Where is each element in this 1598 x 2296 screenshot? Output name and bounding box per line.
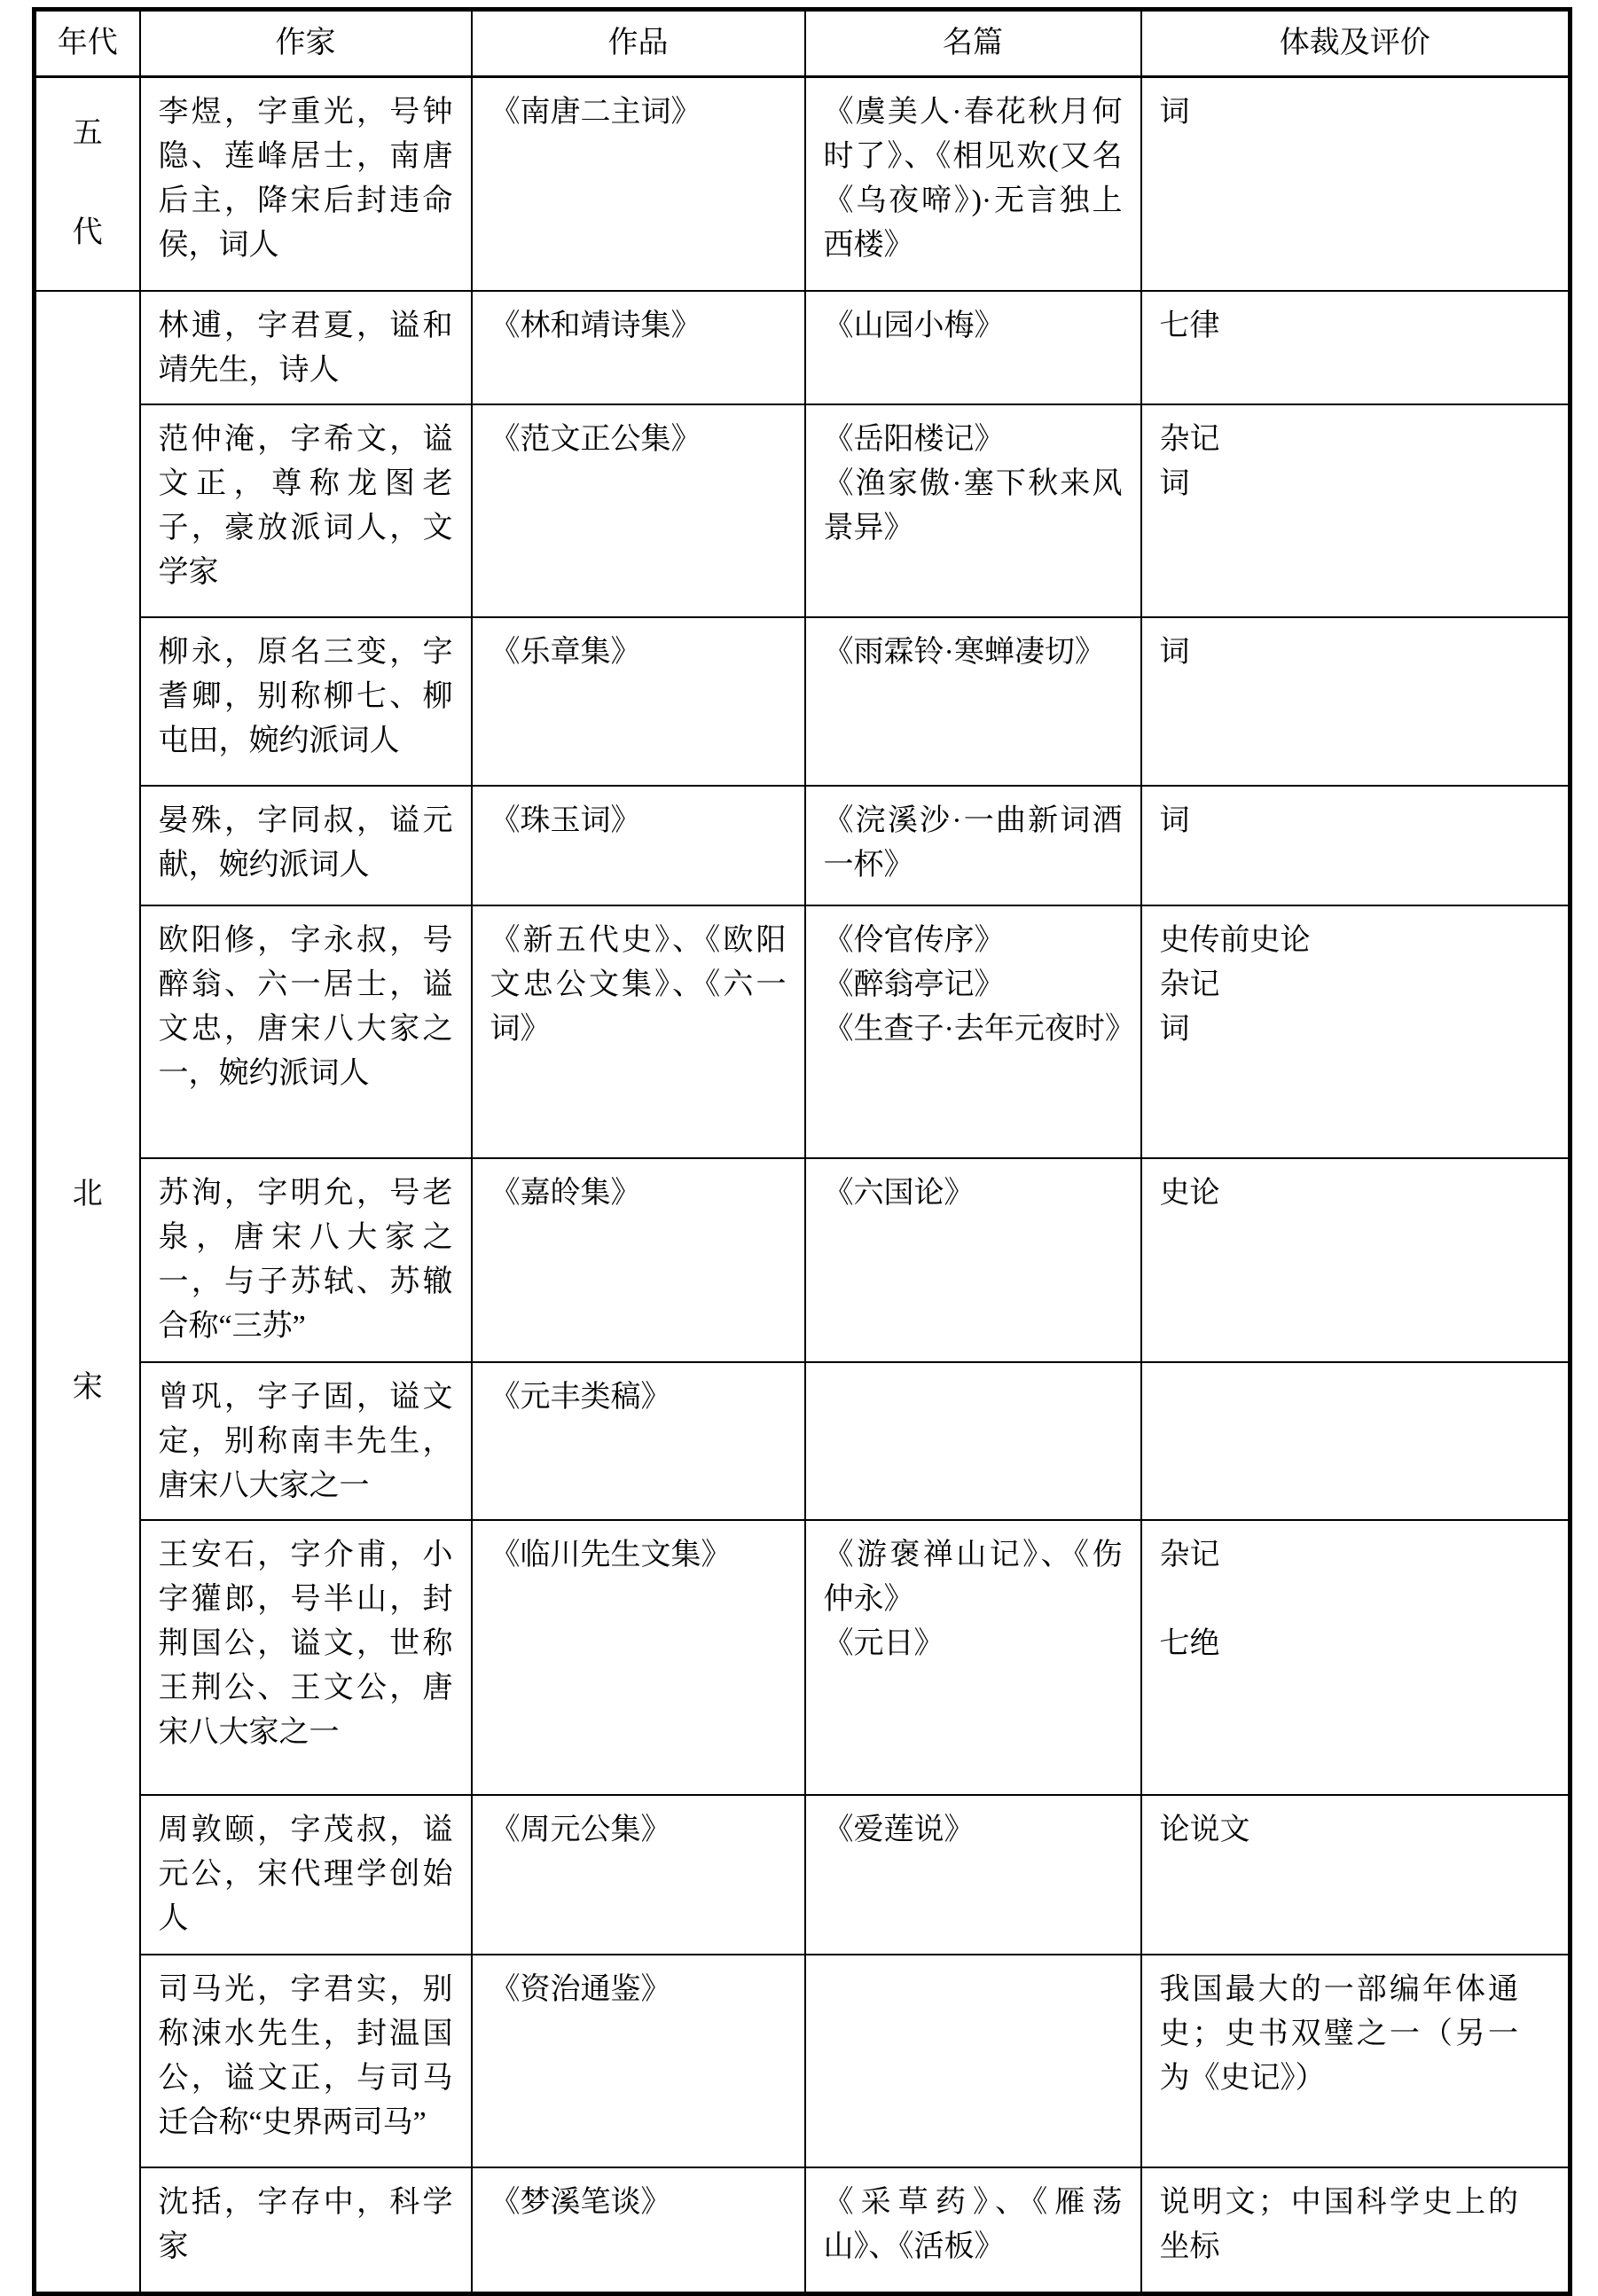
genre-text: 词 — [1159, 1012, 1190, 1046]
genre-text: 史论 — [1159, 1176, 1220, 1210]
work-title: 《珠玉词》 — [490, 803, 641, 837]
piece-title: 《采草药》、《雁荡山》、《活板》 — [823, 2185, 1123, 2263]
pieces-cell — [805, 786, 1141, 905]
works-cell — [472, 1362, 805, 1520]
author-text: 柳永，原名三变，字耆卿，别称柳七、柳屯田，婉约派词人 — [158, 635, 453, 757]
author-text: 王安石，字介甫，小字獾郎，号半山，封荆国公，谥文，世称王荆公、王文公，唐宋八大家之一 — [158, 1538, 453, 1749]
pieces-cell — [805, 1955, 1141, 2167]
table-row — [35, 905, 1571, 1158]
author-cell — [140, 77, 472, 291]
header-author: 作家 — [140, 10, 472, 77]
works-cell — [472, 1520, 805, 1795]
piece-title: 《雨霖铃·寒蝉凄切》 — [823, 635, 1105, 669]
table-row — [35, 1795, 1571, 1955]
genre-text: 杂记 — [1159, 422, 1220, 456]
genre-text: 词 — [1159, 96, 1190, 129]
work-title: 《周元公集》 — [490, 1813, 671, 1846]
pieces-cell — [805, 291, 1141, 404]
pieces-cell — [805, 77, 1141, 291]
table-row — [35, 404, 1571, 617]
genre-text: 词 — [1159, 466, 1190, 500]
genre-cell — [1141, 404, 1571, 617]
works-cell — [472, 2167, 805, 2294]
piece-title: 《山园小梅》 — [823, 309, 1005, 342]
genre-cell — [1141, 786, 1571, 905]
author-cell — [140, 786, 472, 905]
piece-title: 《游褒禅山记》、《伤仲永》 — [823, 1538, 1123, 1616]
genre-cell — [1141, 291, 1571, 404]
genre-text: 七绝 — [1159, 1626, 1220, 1660]
table-row — [35, 2167, 1571, 2294]
genre-text: 论说文 — [1159, 1813, 1250, 1846]
genre-cell — [1141, 905, 1571, 1158]
author-cell — [140, 1795, 472, 1955]
work-title: 《临川先生文集》 — [490, 1538, 732, 1571]
era-char: 五 — [72, 117, 103, 151]
genre-cell — [1141, 1362, 1571, 1520]
works-cell — [472, 77, 805, 291]
author-text: 李煜，字重光，号钟隐、莲峰居士，南唐后主，降宋后封违命侯，词人 — [158, 96, 453, 262]
author-cell — [140, 1955, 472, 2167]
works-cell — [472, 786, 805, 905]
author-text: 周敦颐，字茂叔，谥元公，宋代理学创始人 — [158, 1813, 453, 1935]
header-pieces: 名篇 — [805, 10, 1141, 77]
era-cell-beisong — [35, 291, 140, 2294]
author-cell — [140, 2167, 472, 2294]
table-row — [35, 1362, 1571, 1520]
literature-history-table — [32, 7, 1572, 2296]
pieces-cell — [805, 905, 1141, 1158]
author-text: 欧阳修，字永叔，号醉翁、六一居士，谥文忠，唐宋八大家之一，婉约派词人 — [158, 923, 453, 1090]
genre-text: 我国最大的一部编年体通史；史书双璧之一（另一为《史记》） — [1159, 1972, 1518, 2095]
genre-cell — [1141, 1795, 1571, 1955]
author-cell — [140, 1158, 472, 1362]
genre-text: 杂记 — [1159, 1538, 1220, 1571]
pieces-cell — [805, 1520, 1141, 1795]
genre-cell — [1141, 617, 1571, 786]
author-text: 沈括，字存中，科学家 — [158, 2185, 453, 2263]
header-genre-evaluation: 体裁及评价 — [1141, 10, 1571, 77]
work-title: 《嘉皊集》 — [490, 1176, 641, 1210]
author-cell — [140, 1520, 472, 1795]
piece-title: 《岳阳楼记》 — [823, 422, 1005, 456]
works-cell — [472, 1158, 805, 1362]
author-text: 司马光，字君实，别称涑水先生，封温国公，谥文正，与司马迁合称“史界两司马” — [158, 1972, 453, 2139]
genre-cell — [1141, 1520, 1571, 1795]
pieces-cell — [805, 1362, 1141, 1520]
pieces-cell — [805, 1795, 1141, 1955]
genre-text: 词 — [1159, 635, 1190, 669]
work-title: 《林和靖诗集》 — [490, 309, 701, 342]
piece-title: 《虞美人·春花秋月何时了》、《相见欢(又名《乌夜啼》)·无言独上西楼》 — [823, 96, 1123, 262]
author-cell — [140, 905, 472, 1158]
header-row — [35, 10, 1571, 77]
author-text: 曾巩，字子固，谥文定，别称南丰先生，唐宋八大家之一 — [158, 1380, 453, 1502]
pieces-cell — [805, 1158, 1141, 1362]
work-title: 《范文正公集》 — [490, 422, 701, 456]
genre-text: 史传前史论 — [1159, 923, 1311, 957]
genre-text — [1160, 1578, 1519, 1622]
header-works: 作品 — [472, 10, 805, 77]
piece-title: 《爱莲说》 — [823, 1813, 975, 1846]
table-row — [35, 77, 1571, 291]
works-cell — [472, 1795, 805, 1955]
author-text: 苏洵，字明允，号老泉，唐宋八大家之一，与子苏轼、苏辙合称“三苏” — [158, 1176, 453, 1343]
piece-title: 《醉翁亭记》 — [823, 968, 1005, 1001]
era-char: 北 — [72, 1178, 103, 1211]
author-text: 范仲淹，字希文，谥文正，尊称龙图老子，豪放派词人，文学家 — [158, 422, 453, 589]
era-char: 宋 — [72, 1371, 103, 1405]
author-text: 晏殊，字同叔，谥元献，婉约派词人 — [158, 803, 453, 882]
genre-cell — [1141, 1955, 1571, 2167]
works-cell — [472, 905, 805, 1158]
pieces-cell — [805, 2167, 1141, 2294]
piece-title: 《伶官传序》 — [823, 923, 1005, 957]
piece-title: 《浣溪沙·一曲新词酒一杯》 — [823, 803, 1123, 882]
era-label — [36, 112, 139, 255]
era-char: 代 — [72, 216, 103, 250]
table-row — [35, 1955, 1571, 2167]
piece-title: 《六国论》 — [823, 1176, 975, 1210]
works-cell — [472, 617, 805, 786]
table-row — [35, 291, 1571, 404]
author-cell — [140, 617, 472, 786]
works-cell — [472, 404, 805, 617]
genre-cell — [1141, 77, 1571, 291]
genre-text: 说明文；中国科学史上的坐标 — [1159, 2185, 1518, 2263]
author-cell — [140, 291, 472, 404]
table-row — [35, 617, 1571, 786]
piece-title: 《生查子·去年元夜时》 — [823, 1012, 1135, 1046]
pieces-cell — [805, 617, 1141, 786]
header-era: 年代 — [35, 10, 140, 77]
work-title: 《梦溪笔谈》 — [490, 2185, 671, 2219]
genre-text: 杂记 — [1159, 968, 1220, 1001]
author-cell — [140, 1362, 472, 1520]
piece-title: 《渔家傲·塞下秋来风景异》 — [823, 466, 1123, 545]
genre-cell — [1141, 1158, 1571, 1362]
work-title: 《元丰类稿》 — [490, 1380, 671, 1414]
table-row — [35, 1520, 1571, 1795]
work-title: 《资治通鉴》 — [490, 1972, 671, 2006]
era-label — [36, 1172, 139, 1410]
work-title: 《南唐二主词》 — [490, 96, 701, 129]
author-text: 林逋，字君夏，谥和靖先生，诗人 — [158, 309, 453, 387]
pieces-cell — [805, 404, 1141, 617]
works-cell — [472, 1955, 805, 2167]
table-row — [35, 786, 1571, 905]
author-cell — [140, 404, 472, 617]
work-title: 《乐章集》 — [490, 635, 641, 669]
era-cell-wudai — [35, 77, 140, 291]
genre-text: 词 — [1159, 803, 1190, 837]
works-cell — [472, 291, 805, 404]
work-title: 《新五代史》、《欧阳文忠公文集》、《六一词》 — [490, 923, 787, 1046]
piece-title: 《元日》 — [823, 1626, 944, 1660]
genre-cell — [1141, 2167, 1571, 2294]
table-row — [35, 1158, 1571, 1362]
genre-text: 七律 — [1159, 309, 1220, 342]
